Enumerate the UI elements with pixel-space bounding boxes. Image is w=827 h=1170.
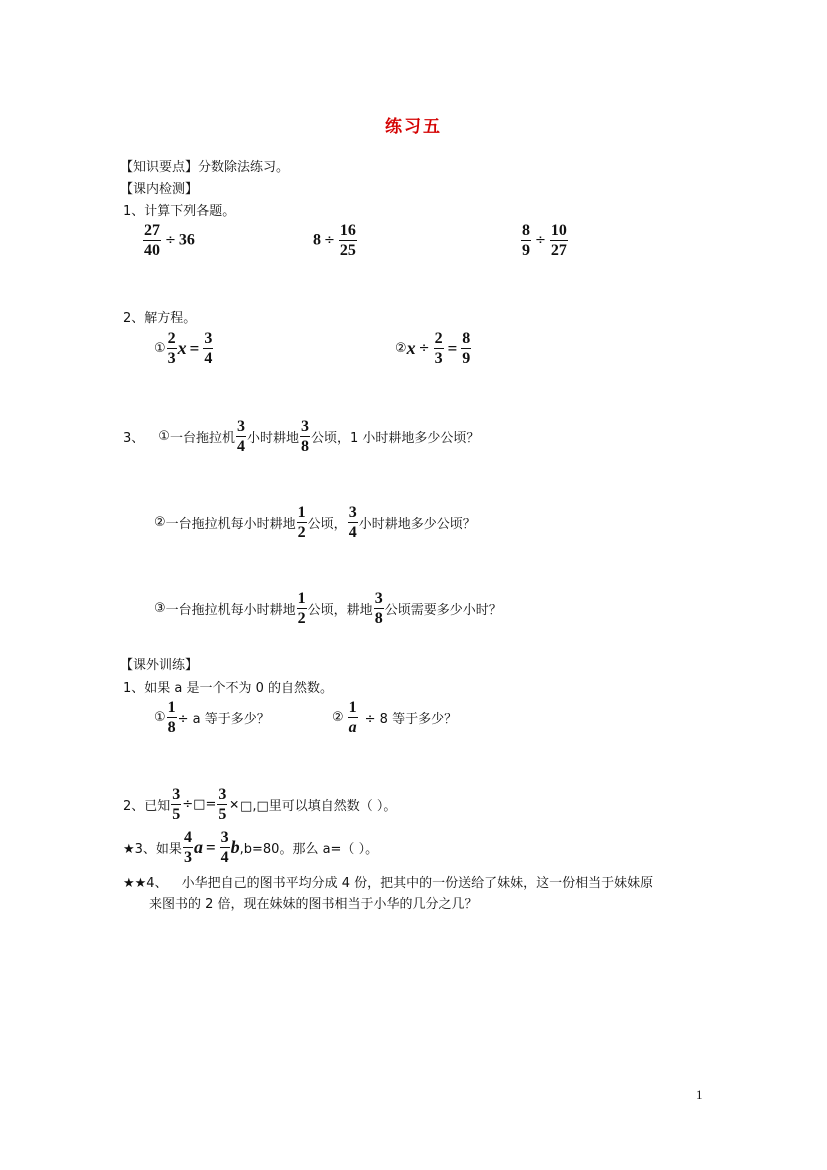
denominator: 4 [348,524,357,541]
numerator: 3 [220,829,229,846]
numerator: 3 [218,786,227,803]
q3-problem-1 [123,418,479,455]
question-text: ÷□= [182,797,217,812]
denominator: 8 [374,610,383,627]
e1-label: 1、如果 a 是一个不为 0 的自然数。 [123,681,334,696]
q3-problem-3 [154,590,502,627]
variable-a: a [193,837,203,857]
equals-sign: = [205,837,216,857]
divide-sign: ÷ [165,233,176,248]
q1-expression-c [520,222,569,259]
numerator: 2 [434,330,443,347]
question-text: ÷ a 等于多少？ [177,712,270,727]
problem-text: 小时耕地多少公顷？ [358,517,476,532]
numerator: 8 [462,330,471,347]
e3-question [123,829,378,866]
times-sign: × [229,794,240,814]
problem-text: 一台拖拉机每小时耕地 [165,603,296,618]
numerator: 1 [297,504,306,521]
numerator: 2 [167,330,176,347]
marker: ① [154,710,166,725]
problem-text: 小时耕地 [246,431,299,446]
denominator: 9 [462,350,471,367]
fraction [550,222,568,259]
e4-question-line-1 [123,872,653,891]
denominator: 5 [172,806,181,823]
denominator: 8 [167,719,176,736]
fraction [521,222,531,259]
fraction [236,418,246,455]
q1-expression-b [313,222,358,259]
denominator: 2 [297,610,306,627]
numerator: 3 [374,590,383,607]
variable-x: x [177,338,187,358]
denominator: 3 [183,849,192,866]
denominator: 4 [220,849,229,866]
q1-label: 1、计算下列各题。 [123,204,236,219]
numerator: 1 [167,699,176,716]
numerator: 3 [348,504,357,521]
e4-question-line-2: 来图书的 2 倍，现在妹妹的图书相当于小华的几分之几？ [149,897,478,912]
number: 36 [178,231,195,249]
denominator: 27 [550,242,567,259]
fraction [297,590,307,627]
fraction [434,330,444,367]
fraction [217,786,227,823]
question-text: 小华把自己的图书平均分成 4 份，把其中的一份送给了妹妹，这一份相当于妹妹原 [181,876,654,891]
section-extra-training: 【课外训练】 [120,658,199,673]
problem-text: 公顷需要多少小时？ [384,603,502,618]
variable-b: b [230,837,240,857]
divide-sign: ÷ [535,233,546,248]
fraction [348,699,358,736]
numerator: 16 [339,222,356,239]
problem-text: 公顷，1 小时耕地多少公顷？ [310,431,480,446]
q2-equation-1 [154,330,214,367]
fraction [297,504,307,541]
marker: ③ [154,601,166,616]
equals-sign: = [189,338,200,358]
denominator: 4 [204,350,213,367]
e2-question [123,786,396,823]
denominator: 3 [167,350,176,367]
denominator: 8 [300,438,309,455]
denominator: 25 [339,242,356,259]
problem-text: 一台拖拉机每小时耕地 [165,517,296,532]
q3-problem-2 [154,504,476,541]
problem-text: 公顷，耕地 [307,603,373,618]
numerator: 3 [300,418,309,435]
fraction [183,829,193,866]
marker: ② [154,515,166,530]
numerator: 3 [204,330,213,347]
question-text: ★3、如果 [123,842,182,857]
number: 8 [313,231,321,249]
fraction [348,504,358,541]
marker: ① [158,429,170,444]
q2-label: 2、解方程。 [123,311,197,326]
divide-sign: ÷ [418,341,430,356]
numerator: 1 [297,590,306,607]
divide-sign: ÷ [324,233,335,248]
fraction [167,330,177,367]
fraction [167,699,177,736]
knowledge-text: 分数除法练习。 [198,160,290,175]
denominator: 9 [522,242,530,259]
problem-text: 一台拖拉机 [169,431,235,446]
numerator: 3 [236,418,245,435]
denominator: 5 [218,806,227,823]
problem-text: 公顷， [307,517,347,532]
marker: ② [395,341,407,356]
fraction [171,786,181,823]
question-text: □,□里可以填自然数（ ）。 [240,799,397,814]
e1-question-a [154,699,270,736]
fraction [461,330,471,367]
fraction [300,418,310,455]
knowledge-label: 【知识要点】 [120,160,199,175]
question-text: 2、已知 [123,799,171,814]
page-title: 练习五 [385,117,442,137]
knowledge-points [120,156,289,175]
q3-label: 3、 [123,431,145,446]
equals-sign: = [447,338,458,358]
fraction [339,222,357,259]
question-number: ★★4、 [123,876,168,891]
variable-x: x [406,338,416,358]
numerator: 8 [522,222,530,239]
denominator: a [348,719,357,736]
question-text: ÷ 8 等于多少？ [364,712,458,727]
section-classroom-check: 【课内检测】 [120,182,199,197]
denominator: 2 [297,524,306,541]
denominator: 40 [144,242,160,259]
q2-equation-2 [395,330,472,367]
numerator: 4 [183,829,192,846]
fraction [220,829,230,866]
numerator: 3 [172,786,181,803]
numerator: 1 [348,699,357,716]
fraction [203,330,213,367]
q1-expression-a [142,222,195,259]
question-text: ,b=80。那么 a=（ ）。 [239,842,379,857]
fraction [143,222,161,259]
numerator: 10 [550,222,567,239]
marker: ① [154,341,166,356]
denominator: 4 [236,438,245,455]
e1-question-b [332,699,457,736]
numerator: 27 [144,222,160,239]
marker: ② [332,710,344,725]
page-number: 1 [696,1087,703,1102]
denominator: 3 [434,350,443,367]
fraction [374,590,384,627]
